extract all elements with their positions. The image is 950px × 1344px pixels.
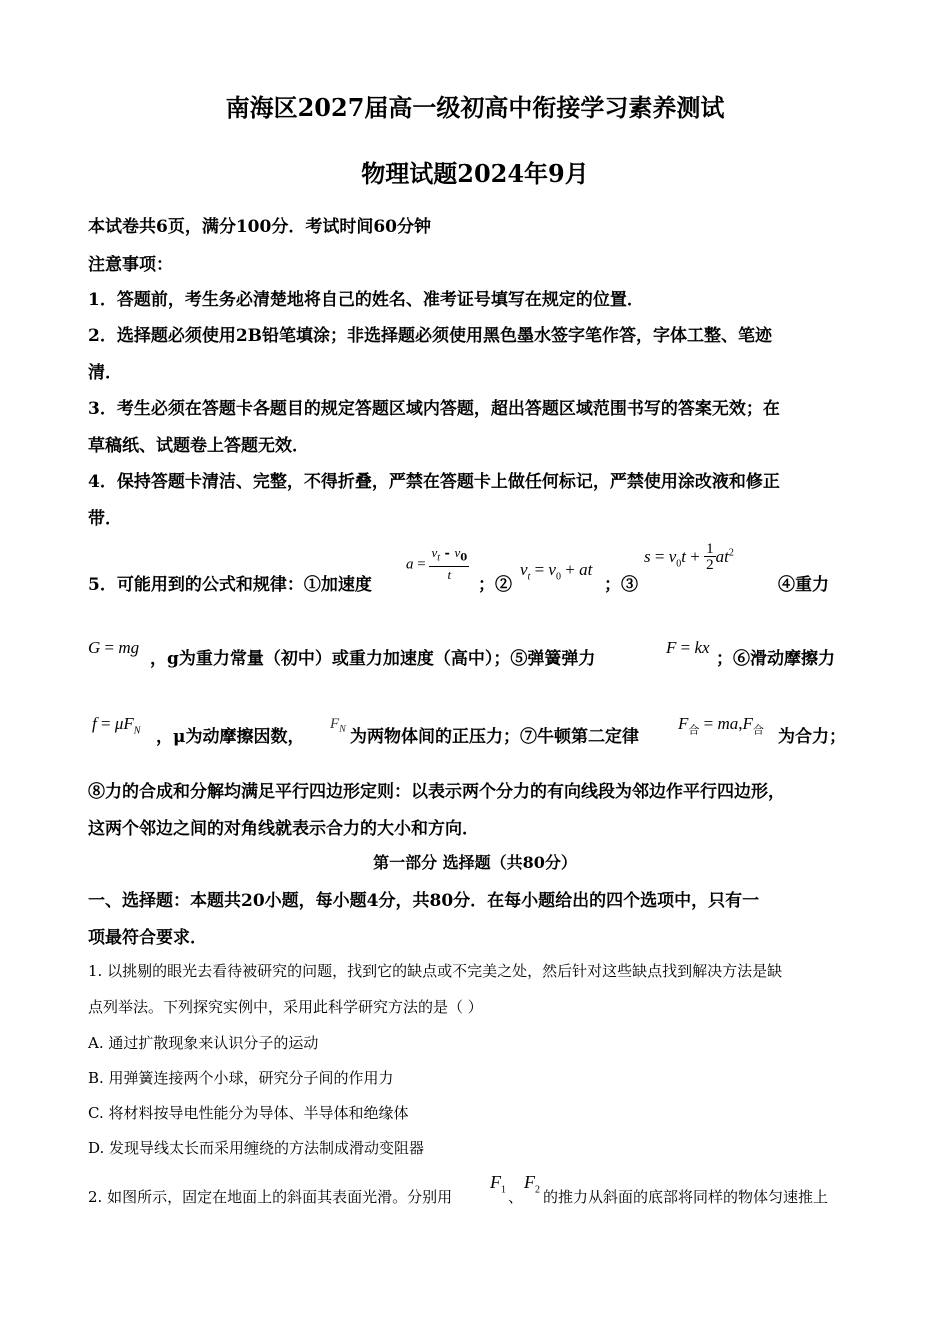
friction-formula: $f = \mu F_N$ xyxy=(92,714,141,737)
part-title: 第一部分 选择题（共80分） xyxy=(373,853,577,872)
formula-5-lead: 5．可能用到的公式和规律：①加速度 xyxy=(88,575,372,595)
formula-8-line-1: ⑧力的合成和分解均满足平行四边形定则：以表示两个分力的有向线段为邻边作平行四边形， xyxy=(88,782,785,802)
newton-second-law-formula: $F_合 = ma,F_合$ xyxy=(678,714,764,737)
note-2-line-2: 清． xyxy=(88,363,122,383)
displacement-formula: $s = v_0t$ + $\frac{1}{2}$ $at^2$ xyxy=(644,541,734,573)
formula-7-tail: 为合力； xyxy=(778,727,846,747)
velocity-formula: $v_t = v_0$ + at xyxy=(520,560,593,583)
formula-5-sep1: ；② xyxy=(478,575,512,595)
question-1-stem-line-1: 1. 以挑剔的眼光去看待被研究的问题，找到它的缺点或不完美之处，然后针对这些缺点找到解决方法是缺 xyxy=(88,962,783,980)
note-4-line-1: 4．保持答题卡清洁、完整，不得折叠，严禁在答题卡上做任何标记，严禁使用涂改液和修正 xyxy=(88,472,780,492)
formula-6-mid: ，g为重力常量（初中）或重力加速度（高中）；⑤弹簧弹力 xyxy=(150,649,596,669)
note-2-line-1: 2．选择题必须使用2B铅笔填涂；非选择题必须使用黑色墨水签字笔作答，字体工整、笔迹 xyxy=(88,326,773,346)
question-1-stem-line-2: 点列举法。下列探究实例中，采用此科学研究方法的是（ ） xyxy=(88,998,483,1016)
spring-formula: F = kx xyxy=(666,638,710,657)
exam-subtitle: 物理试题2024年9月 xyxy=(361,159,589,188)
question-1-option-c: C. 将材料按导电性能分为导体、半导体和绝缘体 xyxy=(88,1104,409,1122)
question-2-tail: 的推力从斜面的底部将同样的物体匀速推上 xyxy=(543,1188,829,1206)
formula-8-line-2: 这两个邻边之间的对角线就表示合力的大小和方向． xyxy=(88,819,479,839)
section-instruction-line-1: 一、选择题：本题共20小题，每小题4分，共80分．在每小题给出的四个选项中，只有一 xyxy=(88,891,760,911)
force-f2-symbol: $F_2$ xyxy=(524,1172,540,1196)
formula-6-tail: ；⑥滑动摩擦力 xyxy=(716,649,835,669)
note-1: 1．答题前，考生务必清楚地将自己的姓名、准考证号填写在规定的位置． xyxy=(88,290,644,310)
question-2-sep: 、 xyxy=(508,1188,524,1206)
note-4-line-2: 带． xyxy=(88,509,122,529)
notes-heading: 注意事项： xyxy=(88,255,173,275)
formula-5-sep2: ；③ xyxy=(604,575,638,595)
section-instruction-line-2: 项最符合要求． xyxy=(88,928,207,948)
formula-7-mid2: 为两物体间的正压力；⑦牛顿第二定律 xyxy=(350,727,639,747)
exam-title: 南海区2027届高一级初高中衔接学习素养测试 xyxy=(225,93,725,122)
gravity-formula: G = mg xyxy=(88,638,140,657)
note-3-line-1: 3．考生必须在答题卡各题目的规定答题区域内答题，超出答题区域范围书写的答案无效；在 xyxy=(88,399,780,419)
question-1-option-a: A. 通过扩散现象来认识分子的运动 xyxy=(88,1034,319,1052)
question-2-lead: 2. 如图所示，固定在地面上的斜面其表面光滑。分别用 xyxy=(88,1188,453,1206)
acceleration-formula: a = $\frac{v_t - v_0}{t}$ xyxy=(406,545,468,582)
formula-7-mid: ，μ为动摩擦因数， xyxy=(156,727,305,747)
force-f1-symbol: $F_1$ xyxy=(490,1172,506,1196)
note-3-line-2: 草稿纸、试题卷上答题无效． xyxy=(88,436,309,456)
formula-5-tail: ④重力 xyxy=(778,575,829,595)
normal-force-symbol: $F_N$ xyxy=(330,716,346,735)
exam-summary: 本试卷共6页，满分100分．考试时间60分钟 xyxy=(88,217,431,237)
question-1-option-b: B. 用弹簧连接两个小球，研究分子间的作用力 xyxy=(88,1069,394,1087)
question-1-option-d: D. 发现导线太长而采用缠绕的方法制成滑动变阻器 xyxy=(88,1139,425,1157)
